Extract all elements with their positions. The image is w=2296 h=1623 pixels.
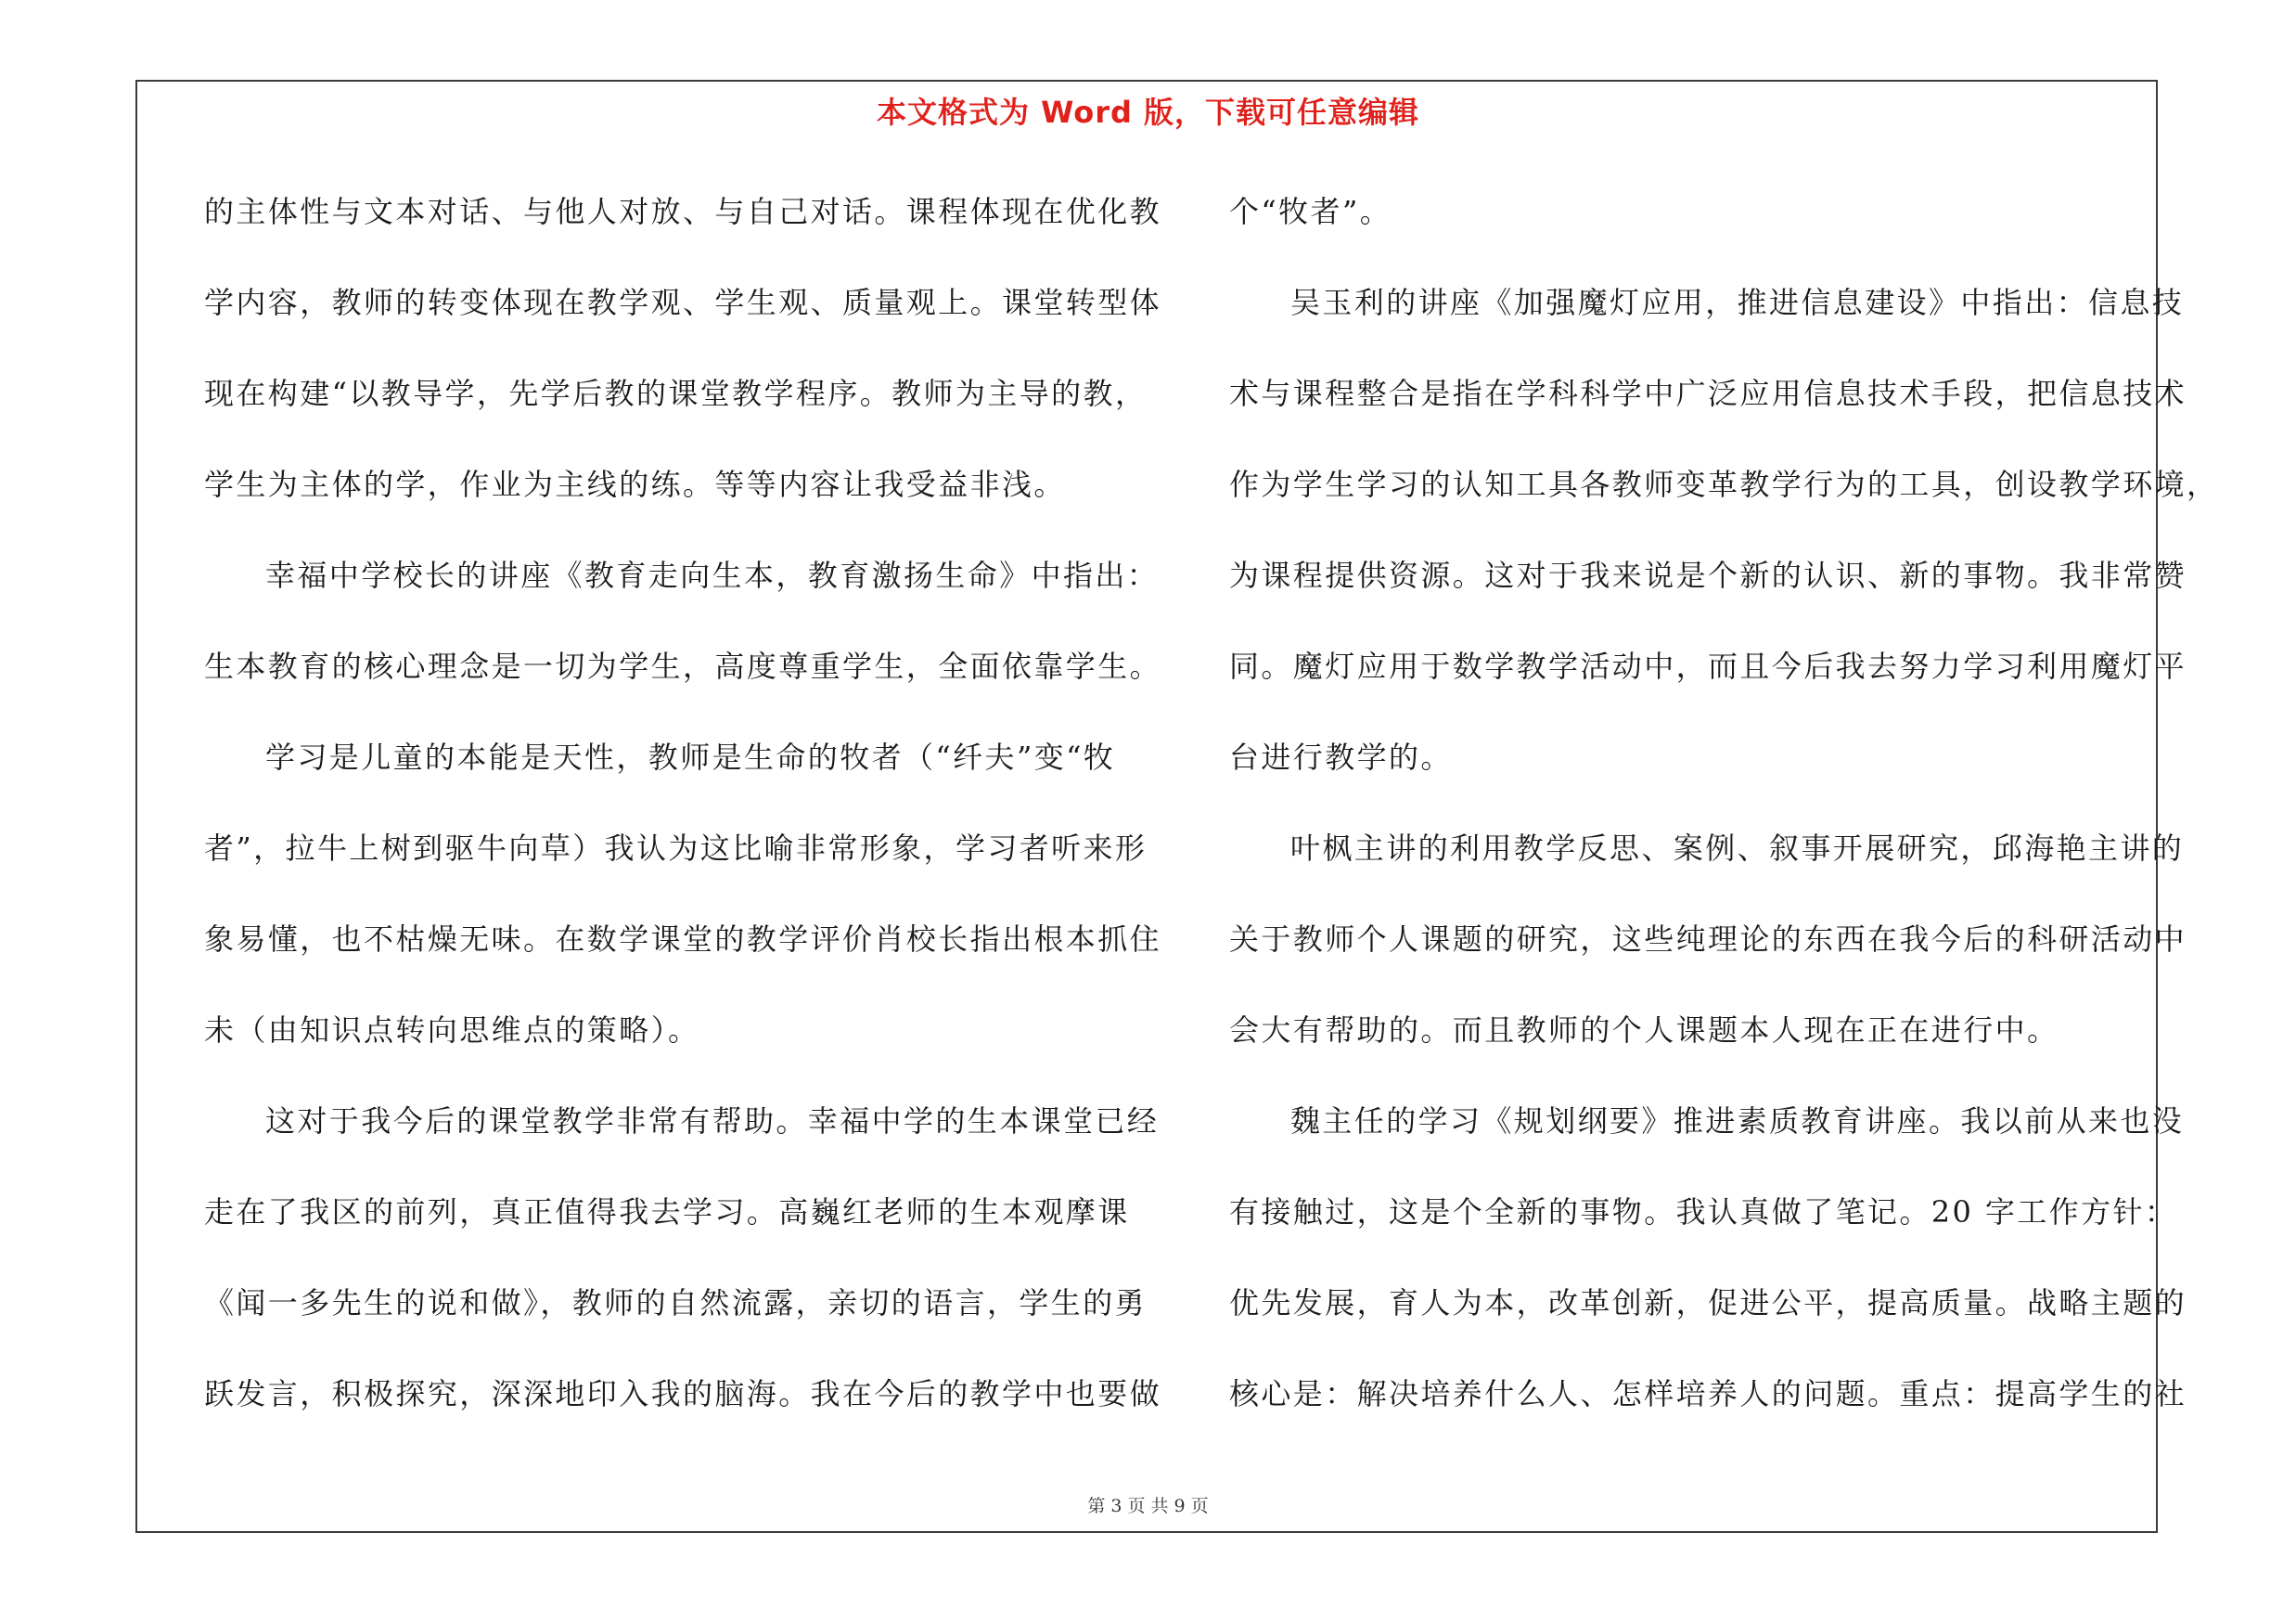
text-line: 魏主任的学习《规划纲要》推进素质教育讲座。我以前从来也没	[1290, 1103, 2185, 1139]
right-text-column	[1229, 173, 2219, 1446]
text-line: 走在了我区的前列，真正值得我去学习。高巍红老师的生本观摩课	[204, 1194, 1130, 1230]
text-line: 关于教师个人课题的研究，这些纯理论的东西在我今后的科研活动中	[1229, 921, 2187, 957]
text-line: 《闻一多先生的说和做》，教师的自然流露，亲切的语言，学生的勇	[204, 1285, 1148, 1320]
text-line: 会大有帮助的。而且教师的个人课题本人现在正在进行中。	[1229, 1012, 2059, 1048]
text-line: 优先发展，育人为本，改革创新，促进公平，提高质量。战略主题的	[1229, 1285, 2187, 1320]
word-format-banner: 本文格式为 Word 版，下载可任意编辑	[876, 95, 1420, 130]
text-line: 学生为主体的学，作业为主线的练。等等内容让我受益非浅。	[204, 467, 1066, 502]
text-line: 有接触过，这是个全新的事物。我认真做了笔记。20 字工作方针：	[1229, 1194, 2177, 1230]
text-line: 同。魔灯应用于数学教学活动中，而且今后我去努力学习利用魔灯平	[1229, 649, 2187, 684]
text-line: 这对于我今后的课堂教学非常有帮助。幸福中学的生本课堂已经	[265, 1103, 1160, 1139]
text-line: 为课程提供资源。这对于我来说是个新的认识、新的事物。我非常赞	[1229, 558, 2187, 593]
text-line: 现在构建“以教导学，先学后教的课堂教学程序。教师为主导的教，	[204, 376, 1148, 411]
text-line: 叶枫主讲的利用教学反思、案例、叙事开展研究，邱海艳主讲的	[1290, 831, 2185, 866]
text-line: 个“牧者”。	[1229, 194, 1392, 229]
text-line: 的主体性与文本对话、与他人对放、与自己对话。课程体现在优化教	[204, 194, 1162, 229]
left-text-column	[204, 173, 1162, 1446]
text-line: 核心是：解决培养什么人、怎样培养人的问题。重点：提高学生的社	[1229, 1376, 2187, 1411]
text-line: 学内容，教师的转变体现在教学观、学生观、质量观上。课堂转型体	[204, 285, 1162, 320]
text-line: 未（由知识点转向思维点的策略）。	[204, 1012, 700, 1048]
text-line: 台进行教学的。	[1229, 740, 1453, 775]
text-line: 术与课程整合是指在学科科学中广泛应用信息技术手段，把信息技术	[1229, 376, 2187, 411]
text-line: 幸福中学校长的讲座《教育走向生本，教育激扬生命》中指出：	[265, 558, 1160, 593]
text-line: 吴玉利的讲座《加强魔灯应用，推进信息建设》中指出：信息技	[1290, 285, 2185, 320]
text-line: 象易懂，也不枯燥无味。在数学课堂的教学评价肖校长指出根本抓住	[204, 921, 1162, 957]
text-line: 生本教育的核心理念是一切为学生，高度尊重学生，全面依靠学生。	[204, 649, 1162, 684]
text-line: 者”，拉牛上树到驱牛向草）我认为这比喻非常形象，学习者听来形	[204, 831, 1148, 866]
page-number-footer: 第 3 页 共 9 页	[1087, 1496, 1209, 1516]
text-line: 跃发言，积极探究，深深地印入我的脑海。我在今后的教学中也要做	[204, 1376, 1162, 1411]
text-line: 作为学生学习的认知工具各教师变革教学行为的工具，创设教学环境，	[1229, 467, 2219, 502]
text-line: 学习是儿童的本能是天性，教师是生命的牧者（“纤夫”变“牧	[265, 740, 1116, 775]
